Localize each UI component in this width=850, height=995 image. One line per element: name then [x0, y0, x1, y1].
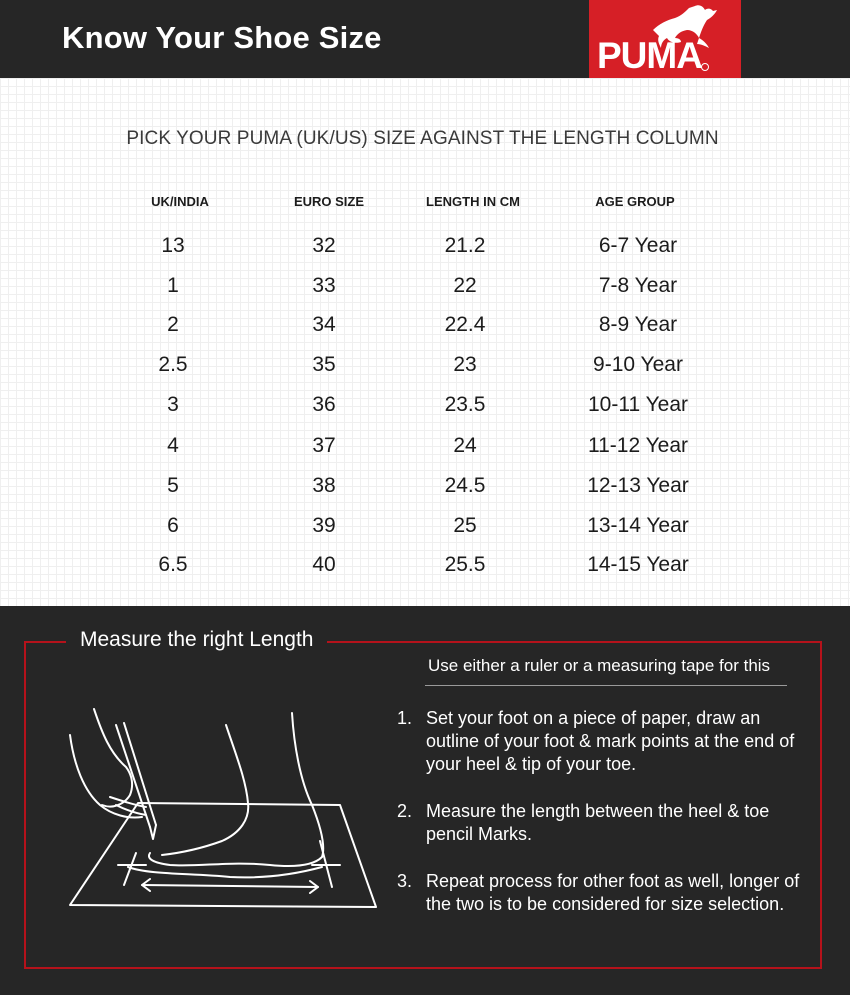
cell-age-group: 14-15 Year: [587, 553, 689, 576]
cell-euro-size: 40: [312, 553, 336, 576]
cell-length-cm: 24: [453, 434, 477, 457]
instruction-step: [397, 800, 807, 846]
cell-uk-india: 5: [167, 474, 179, 497]
column-header-length-cm: LENGTH IN CM: [426, 194, 520, 209]
cell-euro-size: 39: [312, 514, 336, 537]
cell-euro-size: 35: [312, 353, 336, 376]
cell-length-cm: 23: [453, 353, 477, 376]
step-text: Set your foot on a piece of paper, draw an outline of your foot & mark points at the end of your heel & tip of your toe.: [426, 708, 795, 774]
cell-age-group: 11-12 Year: [587, 434, 689, 457]
cell-length-cm: 24.5: [444, 474, 486, 497]
cell-length-cm: 21.2: [444, 234, 486, 257]
cell-length-cm: 25: [453, 514, 477, 537]
cell-uk-india: 4: [167, 434, 179, 457]
cell-length-cm: 23.5: [444, 393, 486, 416]
cell-uk-india: 3: [167, 393, 179, 416]
cell-euro-size: 36: [312, 393, 336, 416]
column-header-uk-india: UK/INDIA: [151, 194, 209, 209]
cell-age-group: 7-8 Year: [598, 274, 678, 297]
step-text: Repeat process for other foot as well, longer of the two is to be considered for size selection.: [426, 871, 800, 914]
cell-uk-india: 2.5: [158, 353, 188, 376]
cell-uk-india: 13: [161, 234, 185, 257]
cell-uk-india: 6.5: [158, 553, 188, 576]
column-header-euro-size: EURO SIZE: [293, 194, 365, 209]
cell-length-cm: 22: [453, 274, 477, 297]
column-header-age-group: AGE GROUP: [595, 194, 675, 209]
measure-title: Measure the right Length: [66, 628, 327, 652]
size-chart-instruction: PICK YOUR PUMA (UK/US) SIZE AGAINST THE LENGTH COLUMN: [126, 128, 719, 149]
step-text: Measure the length between the heel & toe pencil Marks.: [426, 801, 770, 844]
cell-euro-size: 33: [312, 274, 336, 297]
instruction-step: [397, 870, 807, 916]
cell-age-group: 13-14 Year: [587, 514, 689, 537]
cell-uk-india: 1: [167, 274, 179, 297]
cell-euro-size: 37: [312, 434, 336, 457]
step-number: 1.: [397, 708, 413, 728]
cell-uk-india: 6: [167, 514, 179, 537]
step-number: 3.: [397, 871, 413, 891]
cell-length-cm: 22.4: [444, 313, 486, 336]
cell-age-group: 9-10 Year: [593, 353, 683, 376]
cell-uk-india: 2: [167, 313, 179, 336]
cell-euro-size: 34: [312, 313, 336, 336]
step-number: 2.: [397, 801, 413, 821]
cell-age-group: 6-7 Year: [598, 234, 678, 257]
cell-length-cm: 25.5: [444, 553, 486, 576]
cell-age-group: 12-13 Year: [587, 474, 689, 497]
cell-euro-size: 32: [312, 234, 336, 257]
cell-age-group: 8-9 Year: [598, 313, 678, 336]
puma-logo: [589, 0, 741, 78]
brand-wordmark: PUMA: [597, 35, 702, 76]
foot-measure-illustration: [50, 705, 385, 915]
cell-age-group: 10-11 Year: [587, 393, 689, 416]
puma-cat-icon: [589, 0, 741, 78]
cell-euro-size: 38: [312, 474, 336, 497]
instruction-step: [397, 707, 807, 776]
divider: [425, 685, 787, 686]
tool-note: Use either a ruler or a measuring tape for this: [428, 656, 771, 675]
page-title: Know Your Shoe Size: [62, 20, 382, 55]
